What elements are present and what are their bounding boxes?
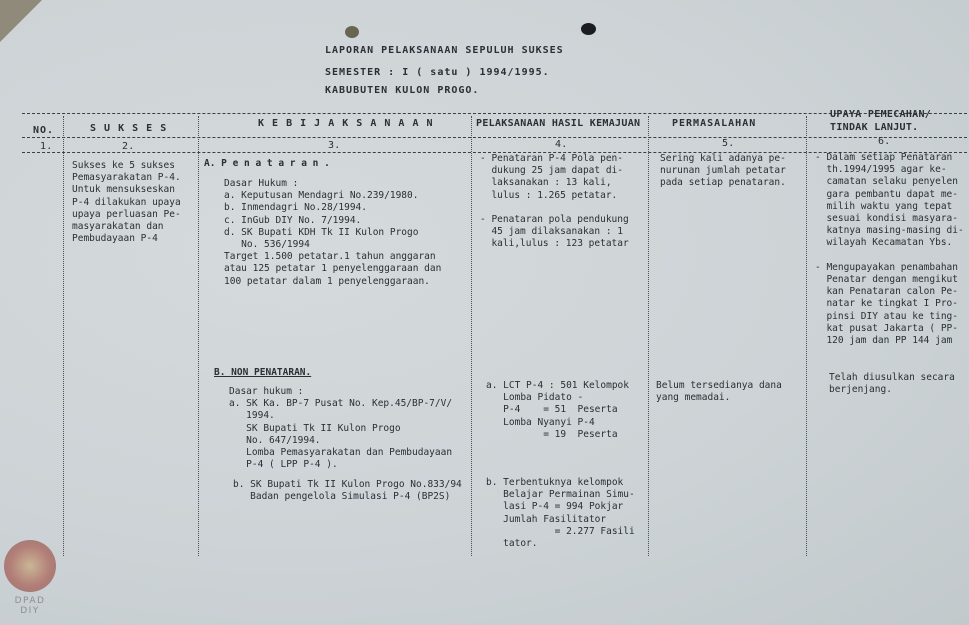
header-bottom-rule — [22, 137, 967, 138]
col-divider-1 — [63, 116, 64, 556]
kebijakan-non-penataran-b: b. SK Bupati Tk II Kulon Progo No.833/94 Badan pengelola Simulasi P-4 (BP2S) — [233, 479, 462, 503]
col-number-6: 6. — [878, 136, 891, 147]
col-divider-2 — [198, 116, 199, 556]
kebijakan-non-penataran-title: B. NON PENATARAN. — [214, 367, 312, 378]
masalah-penataran: Sering kali adanya pe- nurunan jumlah petatar pada setiap penataran. — [660, 153, 786, 189]
col-header-kebijaksanaan: K E B I J A K S A N A A N — [258, 118, 434, 129]
folded-corner — [0, 0, 42, 42]
report-semester: SEMESTER : I ( satu ) 1994/1995. — [325, 67, 550, 78]
col-number-3: 3. — [328, 140, 341, 151]
col-divider-4 — [648, 116, 649, 556]
hasil-non-penataran-b: b. Terbentuknya kelompok Belajar Permainan Simu- lasi P-4 = 994 Pokjar Jumlah Fasilitator = 2.277 Fasili tator. — [486, 477, 635, 550]
archive-seal-logo — [4, 540, 56, 592]
watermark-line-1: DPAD — [14, 596, 46, 606]
hasil-non-penataran-a: a. LCT P-4 : 501 Kelompok Lomba Pidato - P-4 = 51 Peserta Lomba Nyanyi P-4 = 19 Peserta — [486, 380, 629, 440]
col-number-5: 5. — [722, 138, 735, 149]
upaya-penataran: - Dalam setiap Penataran th.1994/1995 agar ke- camatan selaku penyelen gara pembantu dapat me- milih waktu yang tepat sesuai kondisi masyara- katnya masing-masing di- wilayah Kecamatan Ybs. - Mengupayakan penambahan Penatar dengan mengikut kan Penataran calon Pe- natar ke tingkat I Pro- pinsi DIY atau ke ting- kat pusat Jakarta ( PP- 120 jam dan PP 144 jam — [815, 152, 964, 347]
table-top-rule — [22, 113, 967, 114]
col-header-upaya-line2: TINDAK LANJUT. — [830, 122, 919, 133]
col-header-no: NO. — [33, 125, 55, 136]
col-divider-5 — [806, 116, 807, 556]
kebijakan-penataran-body: Dasar Hukum : a. Keputusan Mendagri No.239/1980. b. Inmendagri No.28/1994. c. InGub DIY No. 7/1994. d. SK Bupati KDH Tk II Kulon Progo No. 536/1994 Target 1.500 petatar.1 tahun anggaran atau 125 petatar 1 penyelenggaraan dan 100 petatar dalam 1 penyelenggaraan. — [224, 178, 442, 287]
hasil-penataran: - Penataran P-4 Pola pen- dukung 25 jam dapat di- laksanakan : 13 kali, lulus : 1.265 petatar. - Penataran pola pendukung 45 jam dilaksanakan : 1 kali,lulus : 123 petatar — [480, 153, 629, 250]
col-number-2: 2. — [122, 141, 135, 152]
punch-hole-right — [581, 23, 596, 35]
col-header-permasalahan: PERMASALAHAN — [672, 118, 757, 129]
report-region: KABUBUTEN KULON PROGO. — [325, 85, 480, 96]
upaya-non-penataran: Telah diusulkan secara berjenjang. — [829, 372, 955, 396]
col-divider-3 — [471, 116, 472, 556]
col-number-1: 1. — [40, 141, 53, 152]
col-header-upaya-line1: UPAYA PEMECAHAN/ — [830, 109, 932, 120]
archive-watermark-text — [8, 596, 52, 616]
kebijakan-non-penataran-body: Dasar hukum : a. SK Ka. BP-7 Pusat No. Kep.45/BP-7/V/ 1994. SK Bupati Tk II Kulon Progo No. 647/1994. Lomba Pemasyarakatan dan Pembudayaan P-4 ( LPP P-4 ). — [229, 386, 453, 471]
sukses-cell: Sukses ke 5 sukses Pemasyarakatan P-4. Untuk mensukseskan P-4 dilakukan upaya upaya perluasan Pe- masyarakatan dan Pembudayaan P-4 — [72, 160, 181, 245]
col-header-sukses: S U K S E S — [90, 123, 168, 134]
report-title: LAPORAN PELAKSANAAN SEPULUH SUKSES — [325, 45, 564, 56]
masalah-non-penataran: Belum tersedianya dana yang memadai. — [656, 380, 782, 404]
col-number-4: 4. — [555, 139, 568, 150]
col-header-pelaksanaan: PELAKSANAAN HASIL KEMAJUAN — [476, 118, 641, 129]
punch-hole-left — [345, 26, 359, 38]
kebijakan-penataran-title: A. P e n a t a r a n . — [204, 158, 330, 169]
watermark-line-2: DIY — [20, 606, 40, 616]
